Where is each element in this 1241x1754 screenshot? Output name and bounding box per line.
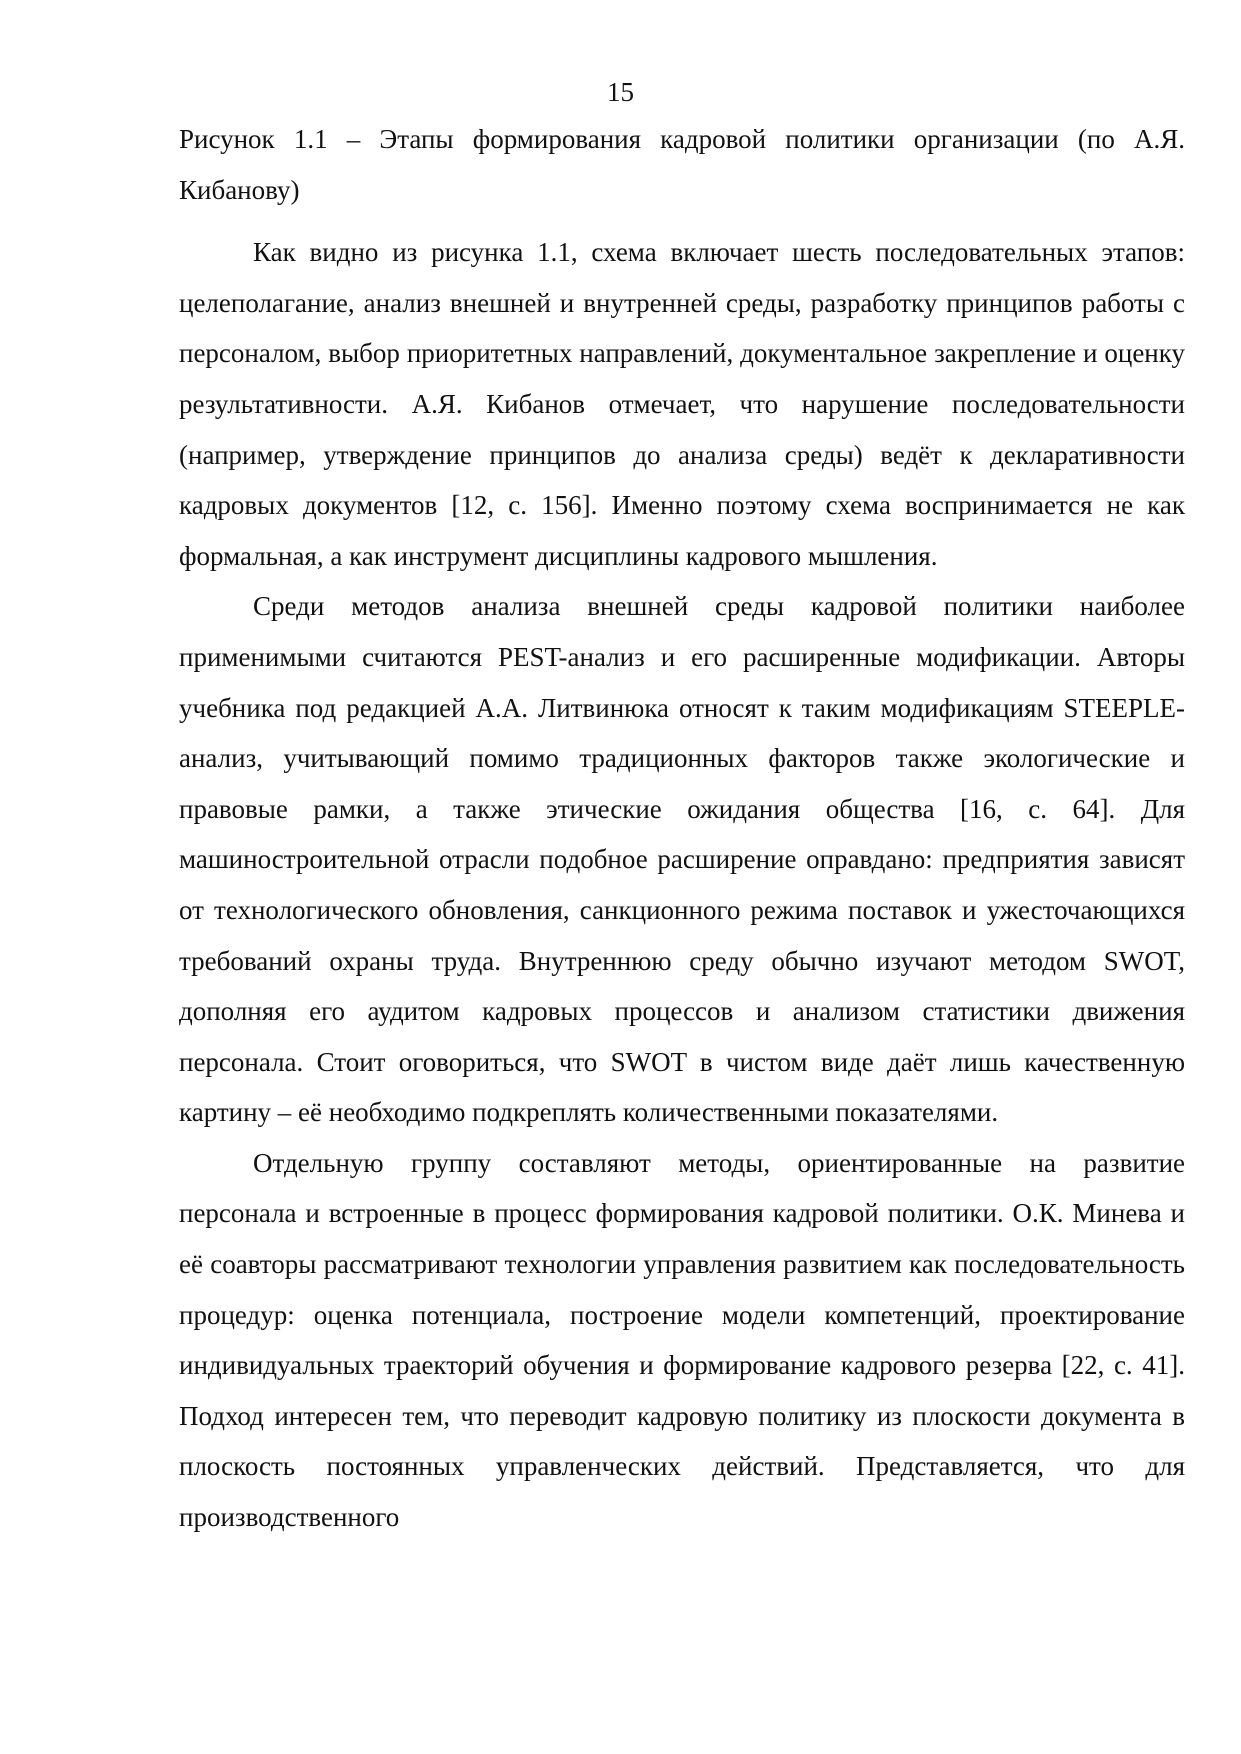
paragraph-external-analysis-methods: Среди методов анализа внешней среды кадровой политики наиболее применимыми считаются PEST-анализ и его расширенные модификации. Авторы учебника под редакцией А.А. Литвинюка относят к таким модификациям STEEPLE-анализ, учитывающий помимо традиционных факторов также экологические и правовые рамки, а также этические ожидания общества [16, с. 64]. Для машиностроительной отрасли подобное расширение оправдано: предприятия зависят от технологического обновления, санкционного режима поставок и ужесточающихся требований охраны труда. Внутреннюю среду обычно изучают методом SWOT, дополняя его аудитом кадровых процессов и анализом статистики движения персонала. Стоит оговориться, что SWOT в чистом виде даёт лишь качественную картину – её необходимо подкреплять количественными показателями. bbox=[179, 591, 1185, 1128]
page-number: 15 bbox=[607, 77, 634, 107]
figure-caption: Рисунок 1.1 – Этапы формирования кадровой политики организации (по А.Я. Кибанову) bbox=[179, 124, 1185, 205]
paragraph-personnel-development-methods: Отдельную группу составляют методы, ориентированные на развитие персонала и встроенные в процесс формирования кадровой политики. О.К. Минева и её соавторы рассматривают технологии управления развитием как последовательность процедур: оценка потенциала, построение модели компетенций, проектирование индивидуальных траекторий обучения и формирование кадрового резерва [22, с. 41]. Подход интересен тем, что переводит кадровую политику из плоскости документа в плоскость постоянных управленческих действий. Представляется, что для производственного bbox=[179, 1147, 1185, 1533]
page-content bbox=[179, 114, 1185, 1543]
paragraph-stages-description: Как видно из рисунка 1.1, схема включает шесть последовательных этапов: целеполагание, анализ внешней и внутренней среды, разработку принципов работы с персоналом, выбор приоритетных направлений, документальное закрепление и оценку результативности. А.Я. Кибанов отмечает, что нарушение последовательности (например, утверждение принципов до анализа среды) ведёт к декларативности кадровых документов [12, с. 156]. Именно поэтому схема воспринимается не как формальная, а как инструмент дисциплины кадрового мышления. bbox=[179, 237, 1185, 571]
